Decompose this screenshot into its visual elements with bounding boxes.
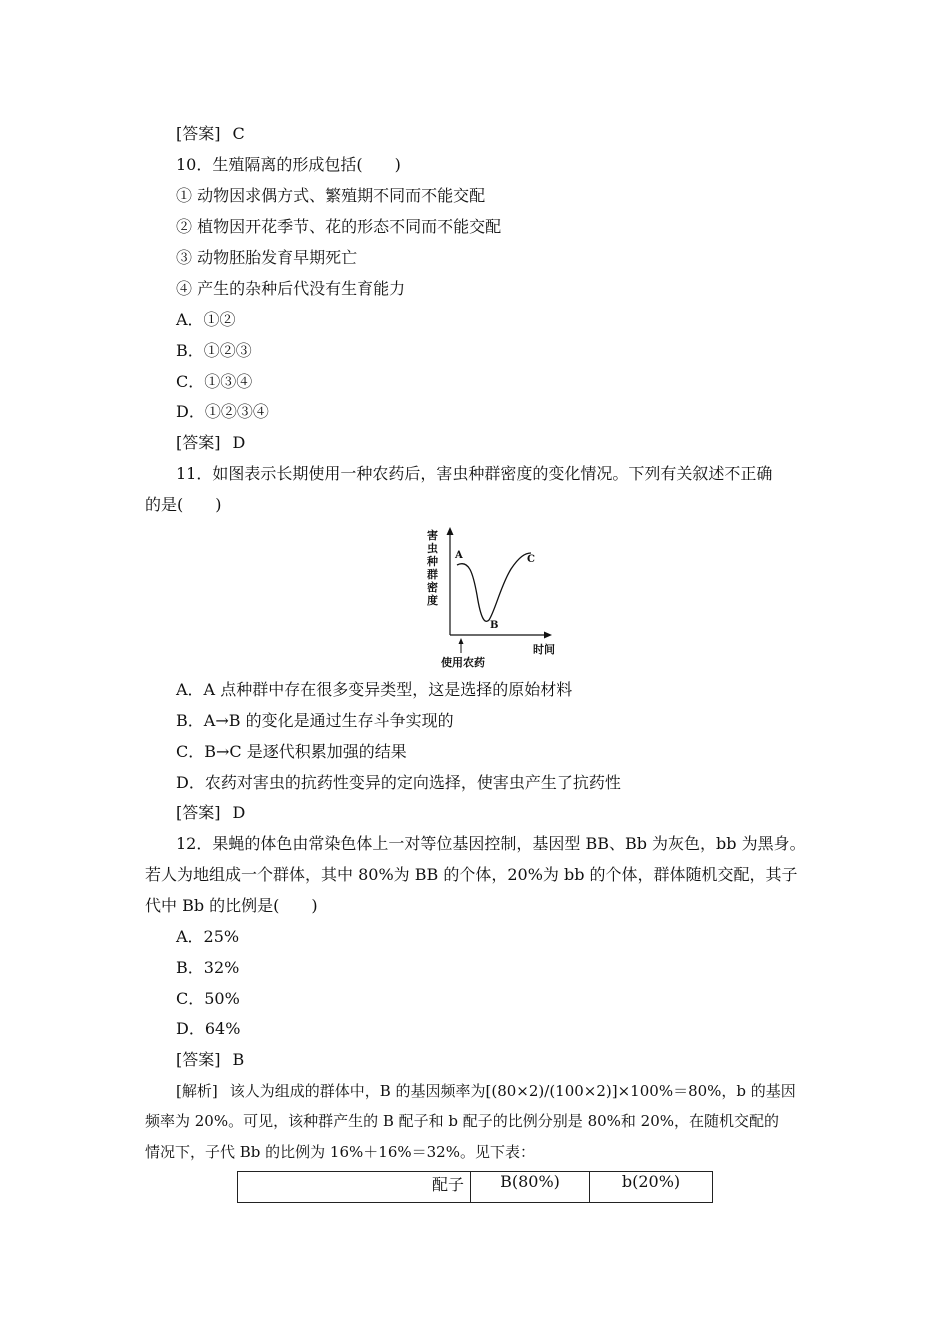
q11-option-b: B．A→B 的变化是通过生存斗争实现的 [176,711,454,730]
answer-value: C [232,124,245,143]
answer-tag: [答案] [176,433,221,452]
answer-tag: [答案] [176,803,221,822]
q12-stem-line3: 代中 Bb 的比例是( ) [145,896,318,915]
gamete-table [237,1171,713,1203]
analysis-text: 该人为组成的群体中，B 的基因频率为[(80×2)/(100×2)]×100%＝80%，b 的基因 [229,1082,796,1100]
q12-analysis-line1 [176,1080,796,1102]
q10-option-d: D．①②③④ [176,402,269,421]
q12-stem-line2: 若人为地组成一个群体，其中 80%为 BB 的个体，20%为 bb 的个体，群体随机交配，其子 [145,865,798,884]
arrow-label: 使用农药 [441,656,485,669]
point-c-label: C [527,554,535,565]
density-curve-figure [415,525,575,670]
ylabel-char: 密 [427,581,438,594]
analysis-tag: [解析] [176,1082,218,1100]
q10-stem: 10．生殖隔离的形成包括( ) [176,155,401,174]
answer-tag: [答案] [176,124,221,143]
xlabel: 时间 [533,643,555,656]
q11-figure [415,525,575,670]
ylabel-char: 种 [427,555,438,568]
q12-option-b: B．32% [176,958,240,977]
answer-value: D [232,803,246,822]
density-curve [457,553,531,621]
q10-item: ③ 动物胚胎发育早期死亡 [176,248,358,267]
q10-option-c: C．①③④ [176,372,253,391]
table-header-cell: B(80%) [471,1172,590,1203]
q10-option-a: A．①② [176,310,236,329]
q11-stem-line2: 的是( ) [145,495,222,514]
ylabel-char: 害 [427,529,438,542]
table-header-cell: b(20%) [590,1172,713,1203]
q12-option-d: D．64% [176,1019,241,1038]
q12-stem-line1: 12．果蝇的体色由常染色体上一对等位基因控制，基因型 BB、Bb 为灰色，bb 为黑身。 [176,834,806,853]
q11-option-d: D．农药对害虫的抗药性变异的定向选择，使害虫产生了抗药性 [176,773,621,792]
q10-item: ① 动物因求偶方式、繁殖期不同而不能交配 [176,186,486,205]
ylabel-char: 度 [427,594,438,607]
q11-option-c: C．B→C 是逐代积累加强的结果 [176,742,407,761]
answer-tag: [答案] [176,1050,221,1069]
x-axis-arrow [544,632,552,639]
q10-item: ④ 产生的杂种后代没有生育能力 [176,279,406,298]
table-row [238,1172,713,1203]
y-axis-arrow [447,527,454,535]
q12-analysis-line2: 频率为 20%。可见，该种群产生的 B 配子和 b 配子的比例分别是 80%和 20%，在随机交配的 [145,1112,780,1130]
q12-analysis-line3: 情况下，子代 Bb 的比例为 16%＋16%＝32%。见下表： [145,1143,535,1161]
point-b-label: B [490,620,499,631]
q10-answer [176,432,245,454]
q11-option-a: A．A 点种群中存在很多变异类型，这是选择的原始材料 [176,680,573,699]
q12-option-c: C．50% [176,989,240,1008]
point-a-label: A [455,550,463,561]
table-header-cell: 配子 [238,1172,471,1203]
answer-value: B [232,1050,245,1069]
q12-option-a: A．25% [176,927,240,946]
ylabel-char: 群 [427,568,438,581]
pesticide-arrow-head [459,638,464,644]
q11-stem-line1: 11．如图表示长期使用一种农药后，害虫种群密度的变化情况。下列有关叙述不正确 [176,464,773,483]
ylabel-char: 虫 [427,542,438,555]
q11-answer [176,802,245,824]
q10-option-b: B．①②③ [176,341,252,360]
q9-answer [176,123,245,145]
answer-value: D [232,433,246,452]
q10-item: ② 植物因开花季节、花的形态不同而不能交配 [176,217,502,236]
q12-answer [176,1049,244,1071]
